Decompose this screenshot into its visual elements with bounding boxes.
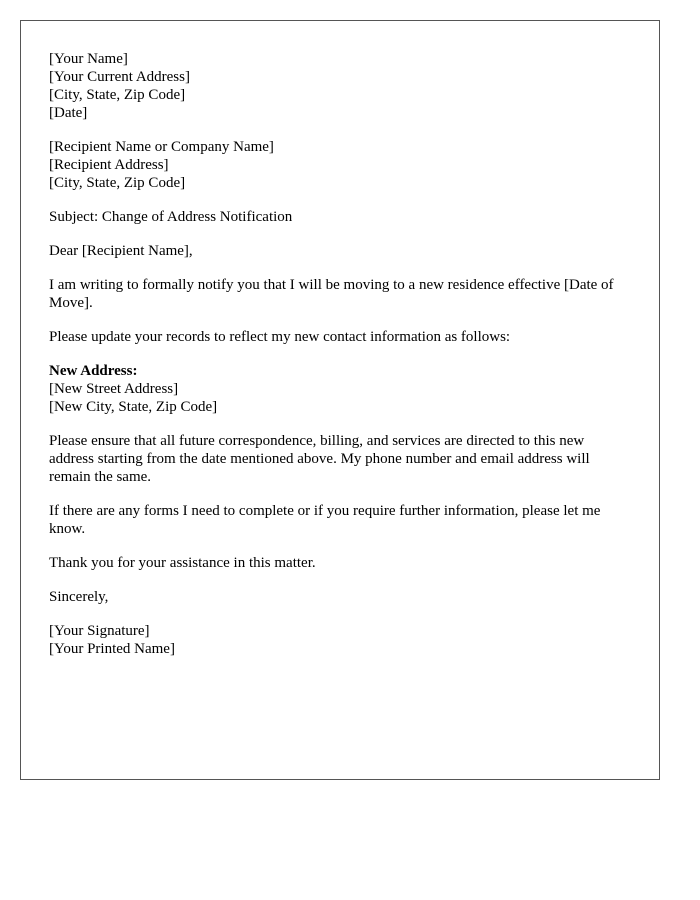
recipient-name: [Recipient Name or Company Name] [49,139,274,155]
recipient-address: [Recipient Address] [49,157,169,173]
ensure-paragraph: Please ensure that all future correspondence, billing, and services are directed to this new address starting from the date mentioned above. My phone number and email address will remain the same. [49,433,590,485]
printed-name: [Your Printed Name] [49,641,175,657]
new-street-address: [New Street Address] [49,381,179,397]
signature-block [49,622,631,658]
new-city-state-zip: [New City, State, Zip Code] [49,399,218,415]
new-address-block [49,362,631,416]
forms-paragraph: If there are any forms I need to complete or if you require further information, please let me know. [49,503,601,537]
sender-address: [Your Current Address] [49,69,190,85]
salutation: Dear [Recipient Name], [49,243,193,259]
new-address-label: New Address: [49,363,138,379]
subject-line: Subject: Change of Address Notification [49,209,293,225]
intro-paragraph: I am writing to formally notify you that I will be moving to a new residence effective [Date of Move]. [49,277,614,311]
sender-name: [Your Name] [49,51,128,67]
letter-date: [Date] [49,105,88,121]
letter-page [20,20,660,780]
sender-block [49,50,631,122]
recipient-city-state-zip: [City, State, Zip Code] [49,175,186,191]
thanks-paragraph: Thank you for your assistance in this matter. [49,555,316,571]
update-request-paragraph: Please update your records to reflect my new contact information as follows: [49,329,511,345]
sender-city-state-zip: [City, State, Zip Code] [49,87,186,103]
signature-placeholder: [Your Signature] [49,623,150,639]
valediction: Sincerely, [49,589,109,605]
recipient-block [49,138,631,192]
